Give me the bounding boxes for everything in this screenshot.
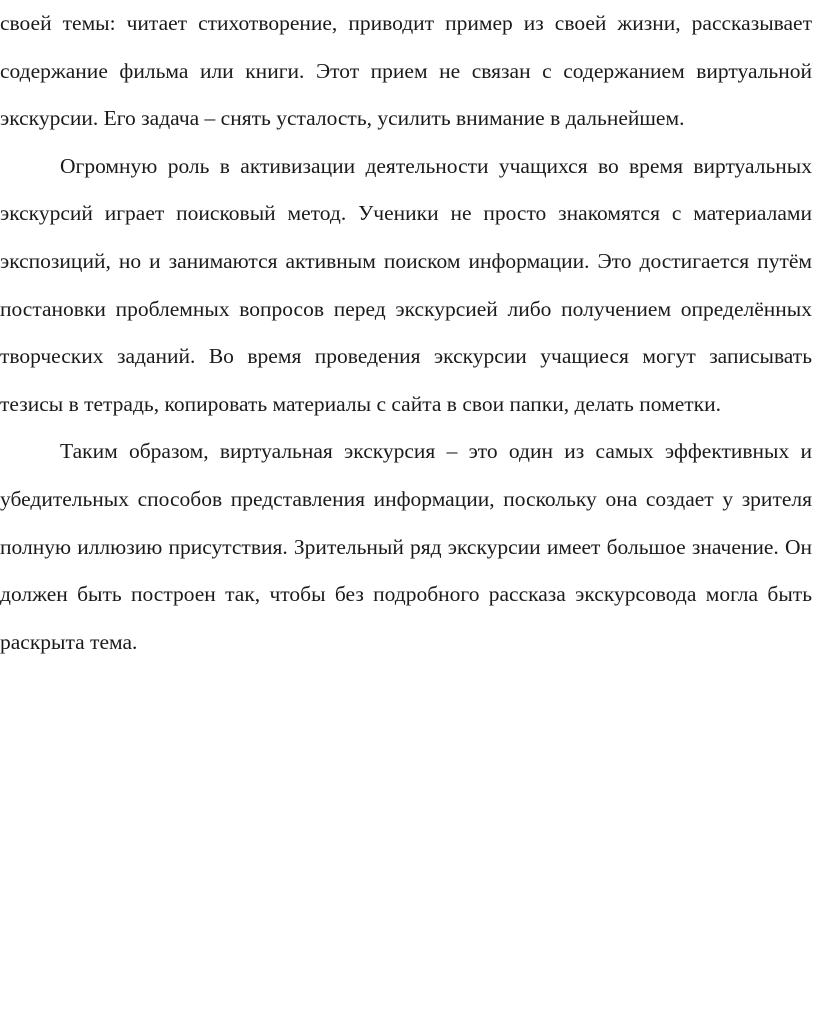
- paragraph-conclusion: Таким образом, виртуальная экскурсия – это один из самых эффективных и убедительных способов представления информации, поскольку она создает у зрителя полную иллюзию присутствия. Зрительный ряд экскурсии имеет большое значение. Он должен быть построен так, чтобы без подробного рассказа экскурсовода могла быть раскрыта тема.: [0, 439, 812, 654]
- paragraph-search-method: Огромную роль в активизации деятельности учащихся во время виртуальных экскурсий играет поисковый метод. Ученики не просто знакомятся с материалами экспозиций, но и занимаются активным поиском информации. Это достигается путём постановки проблемных вопросов перед экскурсией либо получением определённых творческих заданий. Во время проведения экскурсии учащиеся могут записывать тезисы в тетрадь, копировать материалы с сайта в свои папки, делать пометки.: [0, 153, 812, 416]
- paragraph-continuation: своей темы: читает стихотворение, приводит пример из своей жизни, рассказывает содержание фильма или книги. Этот прием не связан с содержанием виртуальной экскурсии. Его задача – снять усталость, усилить внимание в дальнейшем.: [0, 11, 812, 131]
